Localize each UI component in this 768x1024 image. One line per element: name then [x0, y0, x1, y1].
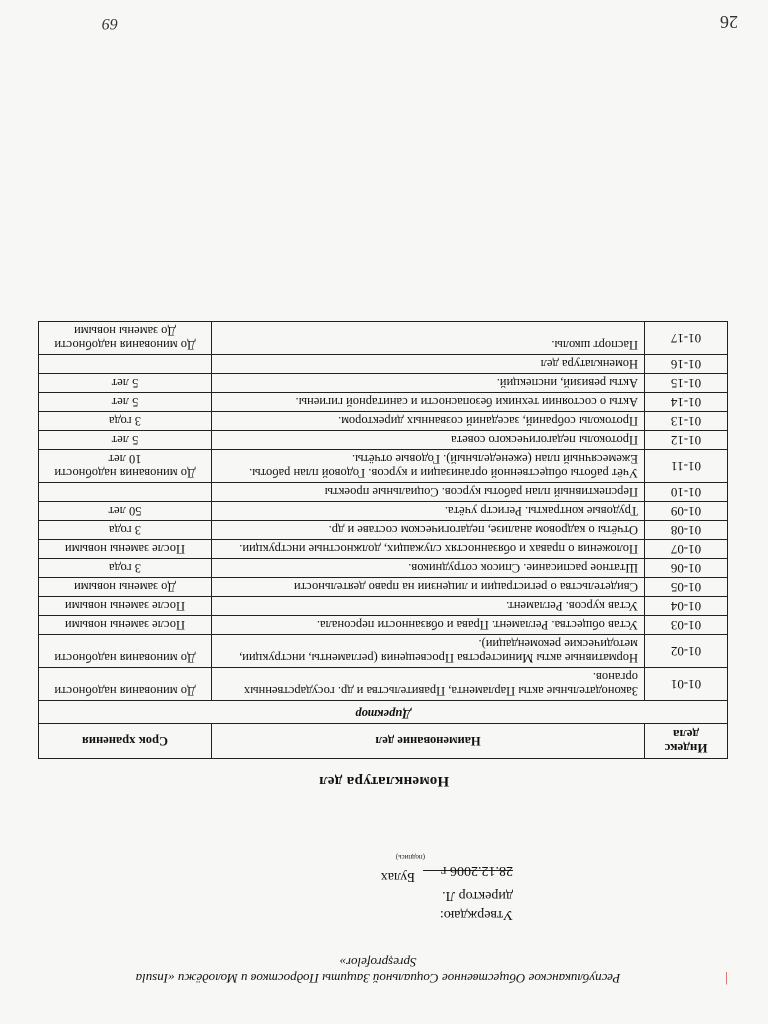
section-title: Директор: [39, 701, 728, 724]
row-name: Протоколы собраний, заседаний созванных директором.: [212, 412, 645, 431]
table-row: [39, 322, 728, 355]
row-index: 01-05: [645, 578, 728, 597]
row-term: До замены новыми: [39, 578, 212, 597]
row-term: 5 лет: [39, 431, 212, 450]
row-term: [39, 355, 212, 374]
table-row: [39, 616, 728, 635]
row-name: Отчёты о кадровом анализе, педагогическом составе и др.: [212, 521, 645, 540]
header-term: Срок хранения: [39, 724, 212, 759]
table-header-row: [39, 724, 728, 759]
table-row: [39, 412, 728, 431]
table-row: [39, 540, 728, 559]
approval-date-mark: г: [440, 863, 447, 878]
table-row: [39, 393, 728, 412]
row-index: 01-09: [645, 502, 728, 521]
approval-date: 28.12.2006: [450, 863, 513, 878]
approval-position: директор Л.: [442, 888, 513, 903]
header-index: Индекс дела: [645, 724, 728, 759]
row-index: 01-03: [645, 616, 728, 635]
row-index: 01-08: [645, 521, 728, 540]
row-term: До минования надобности: [39, 668, 212, 701]
red-mark-icon: |: [725, 971, 728, 986]
row-index: 01-07: [645, 540, 728, 559]
table-row: [39, 668, 728, 701]
row-name: Перспективный план работы курсов. Социальные проекты: [212, 483, 645, 502]
row-index: 01-06: [645, 559, 728, 578]
row-term: 5 лет: [39, 374, 212, 393]
row-term: До минования надобности До замены новыми: [39, 322, 212, 355]
header-name: Наименование дел: [212, 724, 645, 759]
signature-caption: (подпись): [395, 853, 425, 861]
row-term: До минования надобности 10 лет: [39, 450, 212, 483]
nomenclature-table: [38, 321, 728, 759]
table-row: [39, 502, 728, 521]
row-name: Устав общества. Регламент. Права и обязанности персонала.: [212, 616, 645, 635]
row-term: 3 года: [39, 412, 212, 431]
row-index: 01-17: [645, 322, 728, 355]
row-index: 01-13: [645, 412, 728, 431]
row-term: После замены новыми: [39, 616, 212, 635]
row-name: Трудовые контракты. Регистр учёта.: [212, 502, 645, 521]
row-term: 3 года: [39, 559, 212, 578]
table-row: [39, 559, 728, 578]
row-name: Штатное расписание. Список сотрудников.: [212, 559, 645, 578]
organization-name: Республиканское Общественное Социальной Защиты Подростков и Молодёжи «Insula Spreșprofelor»: [135, 955, 621, 986]
top-number: 26: [720, 12, 738, 32]
row-index: 01-14: [645, 393, 728, 412]
row-name: Устав курсов. Регламент.: [212, 597, 645, 616]
row-name: Нормативные акты Министерства Просвещения (регламенты, инструкции, методические рекомендации).: [212, 635, 645, 668]
row-name: Акты ревизий, инспекций.: [212, 374, 645, 393]
row-index: 01-10: [645, 483, 728, 502]
row-term: До минования надобности: [39, 635, 212, 668]
row-name: Протоколы педагогического совета: [212, 431, 645, 450]
table-row: [39, 450, 728, 483]
row-term: 5 лет: [39, 393, 212, 412]
section-row: [39, 701, 728, 724]
table-row: [39, 483, 728, 502]
row-name: Акты о состоянии техники безопасности и санитарной гигиены.: [212, 393, 645, 412]
approval-date-row: [441, 861, 513, 880]
row-name: Свидетельства о регистрации и лицензии на право деятельности: [212, 578, 645, 597]
row-name: Паспорт школы.: [212, 322, 645, 355]
row-name: Положения о правах и обязанностях служащих, должностные инструкции.: [212, 540, 645, 559]
table-row: [39, 521, 728, 540]
row-index: 01-01: [645, 668, 728, 701]
table-row: [39, 355, 728, 374]
row-index: 01-02: [645, 635, 728, 668]
row-term: 3 года: [39, 521, 212, 540]
table-row: [39, 597, 728, 616]
document-title: Номенклатура дел: [318, 773, 450, 789]
row-index: 01-16: [645, 355, 728, 374]
table-row: [39, 374, 728, 393]
row-term: После замены новыми: [39, 597, 212, 616]
row-name: Номенклатура дел: [212, 355, 645, 374]
row-index: 01-12: [645, 431, 728, 450]
row-term: После замены новыми: [39, 540, 212, 559]
row-index: 01-04: [645, 597, 728, 616]
row-term: [39, 483, 212, 502]
table-row: [39, 431, 728, 450]
approval-name: Булах: [380, 869, 415, 884]
row-index: 01-15: [645, 374, 728, 393]
page-number: 69: [102, 15, 118, 32]
row-index: 01-11: [645, 450, 728, 483]
approval-label: Утверждаю:: [439, 907, 513, 922]
approval-block: [183, 853, 513, 924]
table-row: [39, 635, 728, 668]
row-term: 50 лет: [39, 502, 212, 521]
row-name: Учёт работы общественной организации и курсов. Годовой план работы. Ежемесячный план (еженедельный). Годовые отчёты.: [212, 450, 645, 483]
row-name: Законодательные акты Парламента, Правительства и др. государственных органов.: [212, 668, 645, 701]
table-row: [39, 578, 728, 597]
